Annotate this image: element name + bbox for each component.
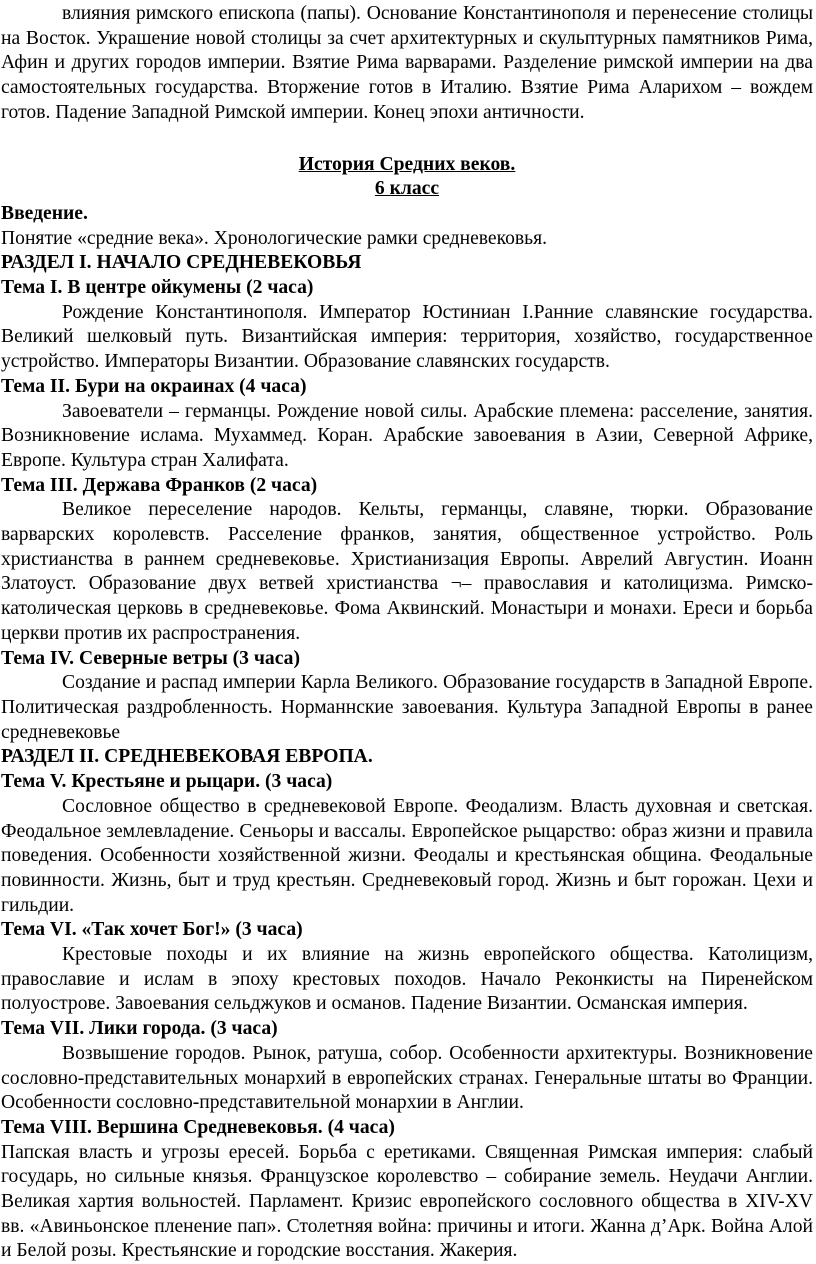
topic-text-2: Завоеватели – германцы. Рождение новой силы. Арабские племена: расселение, занятия. Возникновение ислама. Мухаммед. Коран. Арабские завоевания в Азии, Северной Африке, Европе. Культура стран Халифата. bbox=[1, 400, 813, 471]
topic-text-8: Папская власть и угрозы ересей. Борьба с еретиками. Священная Римская империя: слабый государь, но сильные князья. Французское королевство – собирание земель. Неудачи Англии. Великая хартия вольностей. Парламент. Кризис европейского сословного общества в XIV-XV вв. «Авиньонское пленение пап». Столетняя война: причины и итоги. Жанна д’Арк. Война Алой и Белой розы. Крестьянские и городские восстания. Жакерия. bbox=[1, 1141, 813, 1262]
topic-text-4: Создание и распад империи Карла Великого. Образование государств в Западной Европе. Политическая раздробленность. Норманнские завоевания. Культура Западной Европы в ранее средневековье bbox=[1, 672, 813, 743]
spacer bbox=[1, 126, 813, 150]
topic-text-3: Великое переселение народов. Кельты, германцы, славяне, тюрки. Образование варварских королевств. Расселение франков, занятия, общественное устройство. Роль христианства в раннем средневековье. Христианизация Европы. Аврелий Августин. Иоанн Златоуст. Образование двух ветвей христианства ¬– православия и католицизма. Римско-католическая церковь в средневековье. Фома Аквинский. Монастыри и монахи. Ереси и борьба церкви против их распространения. bbox=[1, 499, 813, 644]
topic-title-5: Тема V. Крестьяне и рыцари. (3 часа) bbox=[1, 771, 333, 793]
intro-text: Понятие «средние века». Хронологические рамки средневековья. bbox=[1, 227, 548, 249]
course-title: История Средних веков. bbox=[298, 153, 516, 175]
topic-title-4: Тема IV. Северные ветры (3 часа) bbox=[1, 647, 300, 669]
topic-title-6: Тема VI. «Так хочет Бог!» (3 часа) bbox=[1, 919, 303, 941]
topic-title-3: Тема III. Держава Франков (2 часа) bbox=[1, 474, 318, 496]
topic-title-8: Тема VIII. Вершина Средневековья. (4 часа) bbox=[1, 1116, 395, 1138]
intro-continuation-paragraph: влияния римского епископа (папы). Основание Константинополя и перенесение столицы на Восток. Украшение новой столицы за счет архитектурных и скульптурных памятников Рима, Афин и других городов империи. Взятие Рима варварами. Разделение римской империи на два самостоятельных государства. Вторжение готов в Италию. Взятие Рима Аларихом – вождем готов. Падение Западной Римской империи. Конец эпохи античности. bbox=[1, 3, 813, 123]
intro-heading: Введение. bbox=[1, 202, 88, 224]
topic-title-1: Тема I. В центре ойкумены (2 часа) bbox=[1, 277, 314, 299]
topic-text-1: Рождение Константинополя. Император Юстиниан I.Ранние славянские государства. Великий шелковый путь. Византийская империя: территория, хозяйство, государственное устройство. Императоры Византии. Образование славянских государств. bbox=[1, 301, 813, 373]
grade-heading: 6 класс bbox=[374, 178, 440, 200]
topic-text-7: Возвышение городов. Рынок, ратуша, собор. Особенности архитектуры. Возникновение сословно-представительных монархий в европейских странах. Генеральные штаты во Франции. Особенности сословно-представительной монархии в Англии. bbox=[1, 1042, 813, 1114]
topic-text-5: Сословное общество в средневековой Европе. Феодализм. Власть духовная и светская. Феодальное землевладение. Сеньоры и вассалы. Европейское рыцарство: образ жизни и правила поведения. Особенности хозяйственной жизни. Феодалы и крестьянская община. Феодальные повинности. Жизнь, быт и труд крестьян. Средневековый город. Жизнь и быт горожан. Цехи и гильдии. bbox=[1, 795, 813, 916]
topic-title-7: Тема VII. Лики города. (3 часа) bbox=[1, 1018, 278, 1040]
section-heading-2: РАЗДЕЛ II. СРЕДНЕВЕКОВАЯ ЕВРОПА. bbox=[1, 746, 373, 768]
topic-title-2: Тема II. Бури на окраинах (4 часа) bbox=[1, 375, 307, 397]
section-heading-1: РАЗДЕЛ I. НАЧАЛО СРЕДНЕВЕКОВЬЯ bbox=[1, 252, 362, 274]
topic-text-6: Крестовые походы и их влияние на жизнь европейского общества. Католицизм, православие и ислам в эпоху крестовых походов. Начало Реконкисты на Пиренейском полуострове. Завоевания сельджуков и османов. Падение Византии. Османская империя. bbox=[1, 944, 813, 1015]
